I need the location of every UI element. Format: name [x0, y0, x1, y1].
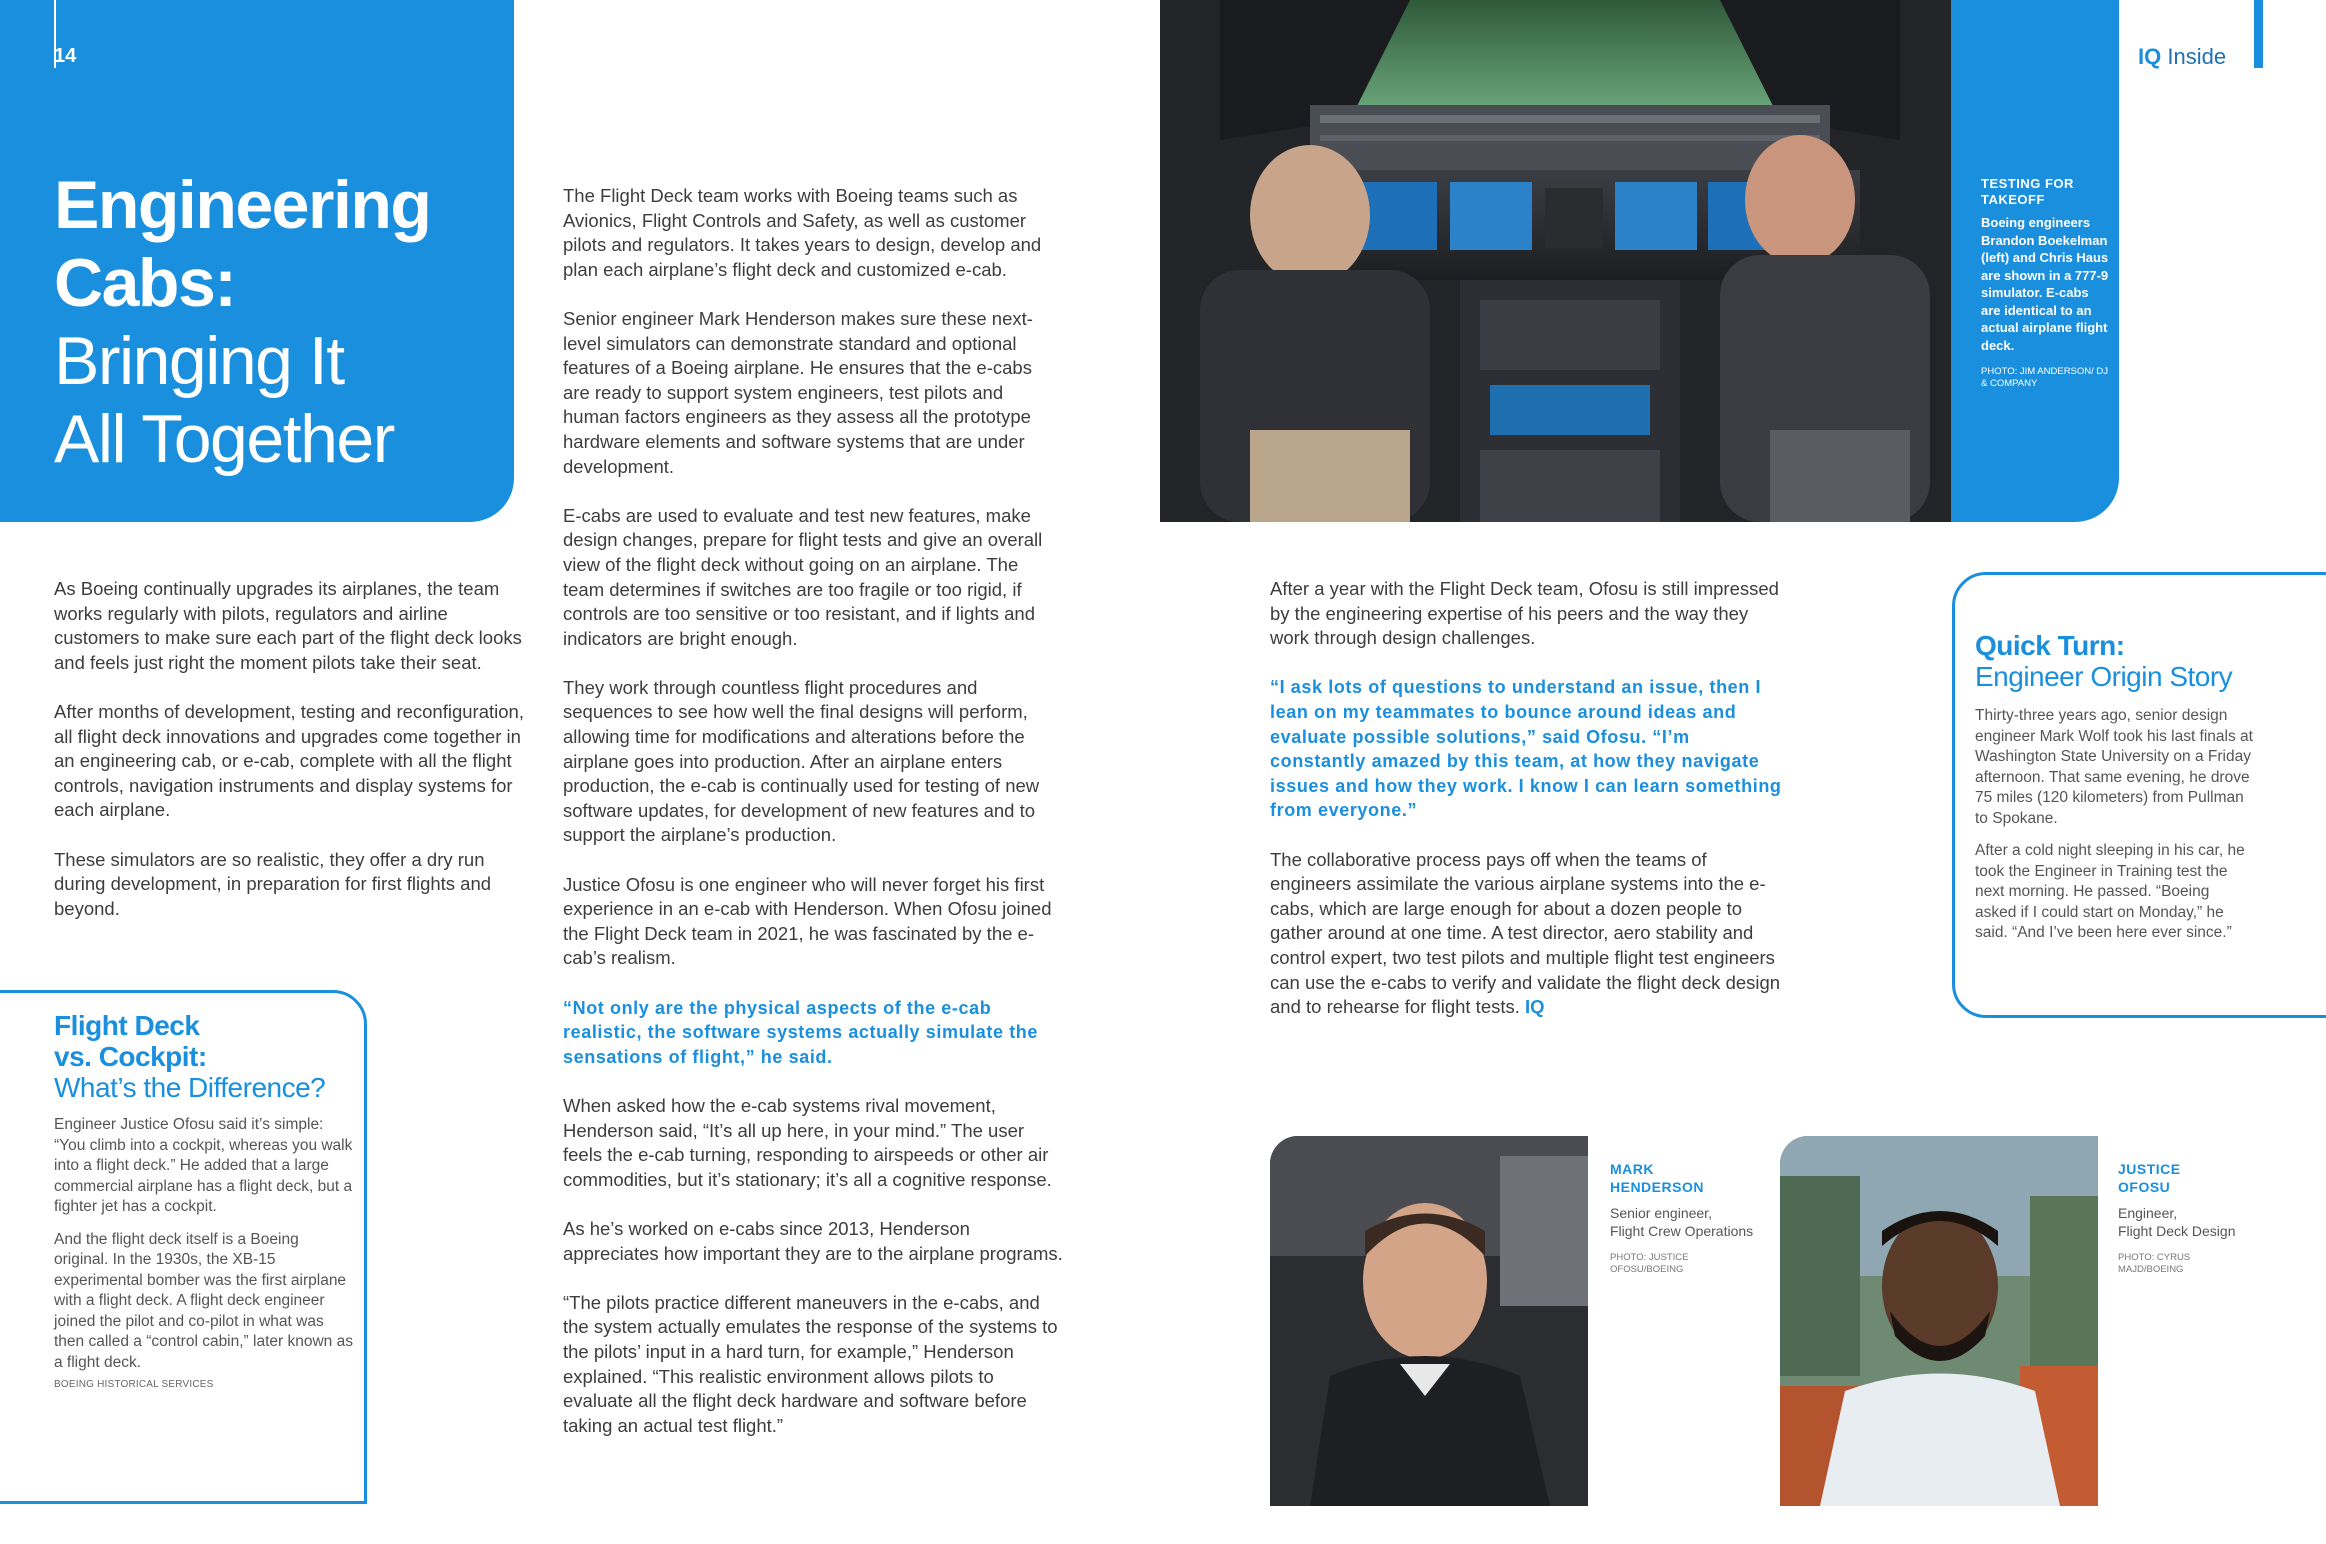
col3-paragraph-2-text: The collaborative process pays off when the teams of engineers assimilate the various airplane systems into the e-cabs, which are large enough for about a dozen people to gather around at one time. A test director, aero stability and control expert, two test pilots and multiple flight test engineers can use the e-cabs to verify and validate the flight deck design and to rehearse for flight tests. — [1270, 848, 1781, 1018]
column-2 — [563, 184, 1063, 1463]
quick-turn-paragraph-2: After a cold night sleeping in his car, he took the Engineer in Training test the next morning. He passed. “Boeing asked if I could start on Monday,” he said. “And I’ve been here ever since.” — [1975, 842, 2245, 941]
quick-turn-title-bold: Quick Turn: — [1975, 630, 2125, 661]
col3-paragraph-2 — [1270, 848, 1790, 1020]
profile-2-name-line-1: JUSTICE — [2118, 1161, 2181, 1177]
sidebar-quick-turn — [1975, 630, 2255, 956]
title-line-3: Bringing It — [54, 323, 344, 399]
sidebar-body — [54, 1115, 354, 1373]
profile-1-credit-line-2: OFOSU/BOEING — [1610, 1264, 1684, 1275]
pull-quote-1: “Not only are the physical aspects of the e-cab realistic, the software systems actually simulate the sensations of flight,” he said. — [563, 997, 1038, 1067]
profile-1-role — [1610, 1204, 1760, 1240]
sidebar-credit: BOEING HISTORICAL SERVICES — [54, 1379, 214, 1390]
profile-justice-ofosu — [2118, 1160, 2268, 1276]
col2-paragraph-3: E-cabs are used to evaluate and test new features, make design changes, prepare for flight tests and give an overall view of the flight deck without going on an airplane. The team determines if switches are too fragile or too rigid, if controls are too sensitive or too resistant, and if lights and indicators are bright enough. — [563, 504, 1043, 649]
photo-caption-panel — [1951, 0, 2119, 522]
brand-inside: Inside — [2167, 44, 2227, 69]
profile-2-role-line-2: Flight Deck Design — [2118, 1223, 2236, 1239]
profile-1-credit-line-1: PHOTO: JUSTICE — [1610, 1252, 1689, 1263]
sidebar-paragraph-2: And the flight deck itself is a Boeing original. In the 1930s, the XB-15 experimental bomber was the first airplane with a flight deck. A flight deck engineer joined the pilot and co-pilot in what was then called a “control cabin,” later known as a flight deck. — [54, 1230, 353, 1371]
portrait-justice-ofosu — [1780, 1136, 2098, 1506]
profile-2-credit — [2118, 1252, 2268, 1276]
quick-turn-subtitle: Engineer Origin Story — [1975, 661, 2233, 692]
section-rule — [2254, 0, 2263, 68]
caption-credit: PHOTO: JIM ANDERSON/ DJ & COMPANY — [1981, 366, 2109, 389]
column-3 — [1270, 577, 1790, 1044]
profile-2-role-line-1: Engineer, — [2118, 1205, 2178, 1221]
profile-1-name-line-1: MARK — [1610, 1161, 1654, 1177]
title-line-1: Engineering — [54, 167, 431, 243]
caption-heading: TESTING FOR TAKEOFF — [1981, 176, 2074, 207]
section-label — [2138, 44, 2226, 70]
sidebar-paragraph-1: Engineer Justice Ofosu said it’s simple: “You climb into a cockpit, whereas you walk into a flight deck.” He added that a large commercial airplane has a flight deck, but a fighter jet has a cockpit. — [54, 1116, 353, 1215]
column-1 — [54, 577, 524, 946]
col3-paragraph-1: After a year with the Flight Deck team, Ofosu is still impressed by the engineering expertise of his peers and the way they work through design challenges. — [1270, 578, 1779, 649]
cockpit-photo — [1160, 0, 1951, 522]
col2-paragraph-4: They work through countless flight procedures and sequences to see how well the final designs will perform, allowing time for modifications and alterations before the airplane goes into production. After an airplane enters production, the e-cab is continually used for testing of new software updates, for development of new features and to support the airplane’s production. — [563, 676, 1040, 846]
col2-paragraph-2: Senior engineer Mark Henderson makes sure these next-level simulators can demonstrate standard and optional features of a Boeing airplane. He ensures that the e-cabs are ready to support system engineers, test pilots and human factors engineers as they assess all the prototype hardware elements and software systems that are under development. — [563, 307, 1033, 477]
profile-mark-henderson — [1610, 1160, 1760, 1276]
page-number: 14 — [54, 45, 77, 67]
col2-paragraph-6: When asked how the e-cab systems rival movement, Henderson said, “It’s all up here, in your mind.” The user feels the e-cab turning, responding to airspeeds or other air commodities, but it’s stationary; it’s all a cognitive response. — [563, 1094, 1052, 1190]
sidebar-title-bold-2: vs. Cockpit: — [54, 1041, 207, 1072]
profile-1-name-line-2: HENDERSON — [1610, 1179, 1704, 1195]
sidebar-subtitle: What’s the Difference? — [54, 1072, 326, 1103]
end-mark: IQ — [1525, 996, 1545, 1018]
profile-1-role-line-2: Flight Crew Operations — [1610, 1223, 1754, 1239]
sidebar-title-bold-1: Flight Deck — [54, 1010, 200, 1041]
quick-turn-paragraph-1: Thirty-three years ago, senior design engineer Mark Wolf took his last finals at Washington State University on a Friday afternoon. That same evening, he drove 75 miles (120 kilometers) from Pullman to Spokane. — [1975, 707, 2253, 827]
profile-2-name — [2118, 1160, 2268, 1196]
profile-1-name — [1610, 1160, 1760, 1196]
quick-turn-body — [1975, 706, 2255, 944]
col2-paragraph-8: “The pilots practice different maneuvers in the e-cabs, and the system actually emulates the response of the systems to the pilots’ input in a hard turn, for example,” Henderson explained. “This realistic environment allows pilots to evaluate all the flight deck hardware and software before taking an actual test flight.” — [563, 1291, 1058, 1436]
col1-paragraph-3: These simulators are so realistic, they offer a dry run during development, in preparation for first flights and beyond. — [54, 848, 492, 919]
col1-paragraph-1: As Boeing continually upgrades its airplanes, the team works regularly with pilots, regulators and airline customers to make sure each part of the flight deck looks and feels just right the moment pilots take their seat. — [54, 578, 522, 673]
quick-turn-title — [1975, 630, 2255, 692]
title-line-4: All Together — [54, 401, 394, 477]
profile-2-role — [2118, 1204, 2268, 1240]
profile-1-credit — [1610, 1252, 1760, 1276]
profile-1-role-line-1: Senior engineer, — [1610, 1205, 1712, 1221]
brand-iq: IQ — [2138, 44, 2162, 69]
sidebar-title — [54, 1010, 354, 1103]
sidebar-flight-deck — [54, 1010, 354, 1390]
caption-body: Boeing engineers Brandon Boekelman (left) and Chris Haus are shown in a 777-9 simulator. E-cabs are identical to an actual airplane flight deck. — [1981, 215, 2109, 353]
title-line-2: Cabs: — [54, 245, 236, 321]
col2-paragraph-5: Justice Ofosu is one engineer who will never forget his first experience in an e-cab with Henderson. When Ofosu joined the Flight Deck team in 2021, he was fascinated by the e-cab’s realism. — [563, 873, 1052, 969]
article-title — [54, 166, 430, 478]
portrait-mark-henderson — [1270, 1136, 1588, 1506]
col1-paragraph-2: After months of development, testing and reconfiguration, all flight deck innovations and upgrades come together in an engineering cab, or e-cab, complete with all the flight controls, navigation instruments and display systems for each airplane. — [54, 700, 524, 821]
profile-2-name-line-2: OFOSU — [2118, 1179, 2171, 1195]
col2-paragraph-1: The Flight Deck team works with Boeing teams such as Avionics, Flight Controls and Safety, as well as customer pilots and regulators. It takes years to design, develop and plan each airplane’s flight deck and customized e-cab. — [563, 185, 1042, 280]
col2-paragraph-7: As he’s worked on e-cabs since 2013, Henderson appreciates how important they are to the airplane programs. — [563, 1217, 1063, 1264]
profile-2-credit-line-1: PHOTO: CYRUS — [2118, 1252, 2191, 1263]
pull-quote-2: “I ask lots of questions to understand an issue, then I lean on my teammates to bounce around ideas and evaluate possible solutions,” said Ofosu. “I’m constantly amazed by this team, at how they navigate issues and how they work. I know I can learn something from everyone.” — [1270, 677, 1782, 821]
profile-2-credit-line-2: MAJD/BOEING — [2118, 1264, 2184, 1275]
